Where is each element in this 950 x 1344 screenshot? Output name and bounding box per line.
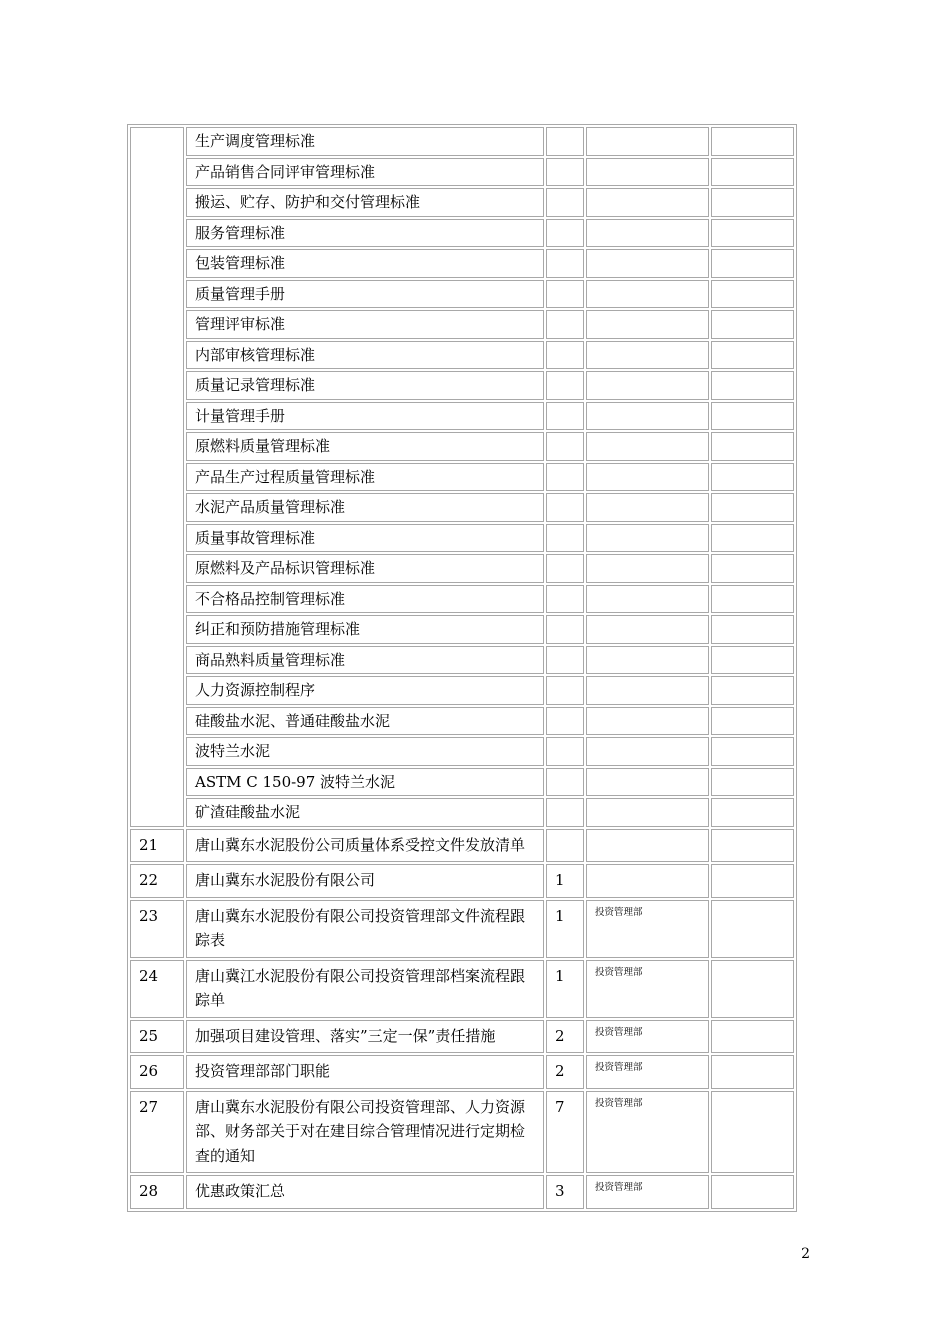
table-row bbox=[130, 829, 794, 863]
page-number: 2 bbox=[801, 1246, 810, 1262]
document-title-cell: 优惠政策汇总 bbox=[186, 1175, 544, 1209]
remark-cell bbox=[711, 493, 794, 522]
count-cell: 2 bbox=[546, 1020, 584, 1054]
department-cell bbox=[586, 402, 709, 431]
document-title-cell: 唐山冀江水泥股份有限公司投资管理部档案流程跟踪单 bbox=[186, 960, 544, 1018]
table-row bbox=[130, 280, 794, 309]
document-title-cell: 波特兰水泥 bbox=[186, 737, 544, 766]
count-cell bbox=[546, 127, 584, 156]
remark-cell bbox=[711, 615, 794, 644]
remark-cell bbox=[711, 798, 794, 827]
document-title-cell: 商品熟料质量管理标准 bbox=[186, 646, 544, 675]
count-cell bbox=[546, 493, 584, 522]
remark-cell bbox=[711, 864, 794, 898]
remark-cell bbox=[711, 1091, 794, 1174]
table-row bbox=[130, 249, 794, 278]
table-row bbox=[130, 646, 794, 675]
document-title-cell: 质量事故管理标准 bbox=[186, 524, 544, 553]
document-title-cell: 包装管理标准 bbox=[186, 249, 544, 278]
remark-cell bbox=[711, 371, 794, 400]
department-cell bbox=[586, 615, 709, 644]
remark-cell bbox=[711, 960, 794, 1018]
department-cell bbox=[586, 219, 709, 248]
document-title-cell: 内部审核管理标准 bbox=[186, 341, 544, 370]
department-cell bbox=[586, 341, 709, 370]
document-title-cell: 唐山冀东水泥股份公司质量体系受控文件发放清单 bbox=[186, 829, 544, 863]
table-row bbox=[130, 127, 794, 156]
department-cell bbox=[586, 554, 709, 583]
count-cell bbox=[546, 341, 584, 370]
count-cell bbox=[546, 585, 584, 614]
department-cell: 投资管理部 bbox=[586, 960, 709, 1018]
row-number-cell: 21 bbox=[130, 829, 184, 863]
table-row bbox=[130, 219, 794, 248]
count-cell: 3 bbox=[546, 1175, 584, 1209]
table-row bbox=[130, 864, 794, 898]
department-cell: 投资管理部 bbox=[586, 1091, 709, 1174]
document-list-table bbox=[127, 124, 797, 1212]
remark-cell bbox=[711, 676, 794, 705]
department-cell bbox=[586, 463, 709, 492]
row-number-cell bbox=[130, 127, 184, 827]
table-row bbox=[130, 371, 794, 400]
count-cell bbox=[546, 249, 584, 278]
department-cell bbox=[586, 798, 709, 827]
remark-cell bbox=[711, 646, 794, 675]
department-cell bbox=[586, 646, 709, 675]
table-row bbox=[130, 158, 794, 187]
table-row bbox=[130, 432, 794, 461]
table-row bbox=[130, 524, 794, 553]
table-row bbox=[130, 737, 794, 766]
remark-cell bbox=[711, 219, 794, 248]
department-cell bbox=[586, 864, 709, 898]
count-cell bbox=[546, 737, 584, 766]
table-row bbox=[130, 615, 794, 644]
count-cell bbox=[546, 829, 584, 863]
remark-cell bbox=[711, 402, 794, 431]
document-title-cell: 硅酸盐水泥、普通硅酸盐水泥 bbox=[186, 707, 544, 736]
document-title-cell: 加强项目建设管理、落实”三定一保”责任措施 bbox=[186, 1020, 544, 1054]
count-cell bbox=[546, 768, 584, 797]
count-cell bbox=[546, 371, 584, 400]
remark-cell bbox=[711, 310, 794, 339]
department-cell bbox=[586, 432, 709, 461]
count-cell bbox=[546, 463, 584, 492]
remark-cell bbox=[711, 463, 794, 492]
document-title-cell: 水泥产品质量管理标准 bbox=[186, 493, 544, 522]
department-cell: 投资管理部 bbox=[586, 1175, 709, 1209]
department-cell bbox=[586, 585, 709, 614]
count-cell: 1 bbox=[546, 864, 584, 898]
document-title-cell: 纠正和预防措施管理标准 bbox=[186, 615, 544, 644]
department-cell bbox=[586, 249, 709, 278]
remark-cell bbox=[711, 707, 794, 736]
document-title-cell: 生产调度管理标准 bbox=[186, 127, 544, 156]
remark-cell bbox=[711, 829, 794, 863]
count-cell: 2 bbox=[546, 1055, 584, 1089]
department-cell: 投资管理部 bbox=[586, 1055, 709, 1089]
department-cell bbox=[586, 676, 709, 705]
remark-cell bbox=[711, 280, 794, 309]
remark-cell bbox=[711, 737, 794, 766]
remark-cell bbox=[711, 1175, 794, 1209]
count-cell bbox=[546, 402, 584, 431]
document-title-cell: 唐山冀东水泥股份有限公司 bbox=[186, 864, 544, 898]
document-title-cell: 唐山冀东水泥股份有限公司投资管理部、人力资源部、财务部关于对在建目综合管理情况进行定期检查的通知 bbox=[186, 1091, 544, 1174]
department-cell bbox=[586, 158, 709, 187]
department-cell bbox=[586, 188, 709, 217]
count-cell bbox=[546, 310, 584, 339]
row-number-cell: 25 bbox=[130, 1020, 184, 1054]
document-title-cell: 计量管理手册 bbox=[186, 402, 544, 431]
table-row bbox=[130, 900, 794, 958]
row-number-cell: 22 bbox=[130, 864, 184, 898]
row-number-cell: 24 bbox=[130, 960, 184, 1018]
row-number-cell: 27 bbox=[130, 1091, 184, 1174]
document-title-cell: 唐山冀东水泥股份有限公司投资管理部文件流程跟踪表 bbox=[186, 900, 544, 958]
department-cell bbox=[586, 310, 709, 339]
document-title-cell: ASTM C 150-97 波特兰水泥 bbox=[186, 768, 544, 797]
table-row bbox=[130, 768, 794, 797]
count-cell bbox=[546, 707, 584, 736]
department-cell bbox=[586, 707, 709, 736]
document-title-cell: 质量管理手册 bbox=[186, 280, 544, 309]
department-cell bbox=[586, 127, 709, 156]
remark-cell bbox=[711, 341, 794, 370]
document-title-cell: 搬运、贮存、防护和交付管理标准 bbox=[186, 188, 544, 217]
department-cell: 投资管理部 bbox=[586, 1020, 709, 1054]
count-cell bbox=[546, 188, 584, 217]
count-cell bbox=[546, 524, 584, 553]
table-row bbox=[130, 1055, 794, 1089]
remark-cell bbox=[711, 768, 794, 797]
count-cell: 7 bbox=[546, 1091, 584, 1174]
table-row bbox=[130, 1020, 794, 1054]
remark-cell bbox=[711, 900, 794, 958]
document-title-cell: 管理评审标准 bbox=[186, 310, 544, 339]
document-title-cell: 原燃料及产品标识管理标准 bbox=[186, 554, 544, 583]
department-cell bbox=[586, 768, 709, 797]
count-cell bbox=[546, 676, 584, 705]
count-cell bbox=[546, 646, 584, 675]
document-title-cell: 投资管理部部门职能 bbox=[186, 1055, 544, 1089]
remark-cell bbox=[711, 432, 794, 461]
table-row bbox=[130, 188, 794, 217]
document-title-cell: 产品销售合同评审管理标准 bbox=[186, 158, 544, 187]
count-cell bbox=[546, 219, 584, 248]
table-body bbox=[130, 127, 794, 1209]
table-row bbox=[130, 1091, 794, 1174]
table-row bbox=[130, 707, 794, 736]
department-cell bbox=[586, 737, 709, 766]
count-cell bbox=[546, 280, 584, 309]
department-cell bbox=[586, 371, 709, 400]
row-number-cell: 26 bbox=[130, 1055, 184, 1089]
remark-cell bbox=[711, 524, 794, 553]
remark-cell bbox=[711, 158, 794, 187]
table-row bbox=[130, 402, 794, 431]
table-row bbox=[130, 676, 794, 705]
remark-cell bbox=[711, 1055, 794, 1089]
document-title-cell: 人力资源控制程序 bbox=[186, 676, 544, 705]
table-row bbox=[130, 310, 794, 339]
count-cell bbox=[546, 158, 584, 187]
table-row bbox=[130, 1175, 794, 1209]
count-cell bbox=[546, 554, 584, 583]
document-title-cell: 矿渣硅酸盐水泥 bbox=[186, 798, 544, 827]
count-cell bbox=[546, 615, 584, 644]
table-row bbox=[130, 798, 794, 827]
table-row bbox=[130, 960, 794, 1018]
remark-cell bbox=[711, 249, 794, 278]
count-cell bbox=[546, 798, 584, 827]
department-cell bbox=[586, 524, 709, 553]
table-row bbox=[130, 554, 794, 583]
count-cell: 1 bbox=[546, 900, 584, 958]
count-cell: 1 bbox=[546, 960, 584, 1018]
row-number-cell: 23 bbox=[130, 900, 184, 958]
document-title-cell: 不合格品控制管理标准 bbox=[186, 585, 544, 614]
row-number-cell: 28 bbox=[130, 1175, 184, 1209]
department-cell bbox=[586, 493, 709, 522]
remark-cell bbox=[711, 188, 794, 217]
document-title-cell: 质量记录管理标准 bbox=[186, 371, 544, 400]
department-cell: 投资管理部 bbox=[586, 900, 709, 958]
remark-cell bbox=[711, 127, 794, 156]
table-row bbox=[130, 341, 794, 370]
table-row bbox=[130, 463, 794, 492]
document-title-cell: 原燃料质量管理标准 bbox=[186, 432, 544, 461]
remark-cell bbox=[711, 585, 794, 614]
document-title-cell: 服务管理标准 bbox=[186, 219, 544, 248]
remark-cell bbox=[711, 554, 794, 583]
count-cell bbox=[546, 432, 584, 461]
table-row bbox=[130, 585, 794, 614]
table-row bbox=[130, 493, 794, 522]
department-cell bbox=[586, 280, 709, 309]
document-title-cell: 产品生产过程质量管理标准 bbox=[186, 463, 544, 492]
department-cell bbox=[586, 829, 709, 863]
remark-cell bbox=[711, 1020, 794, 1054]
